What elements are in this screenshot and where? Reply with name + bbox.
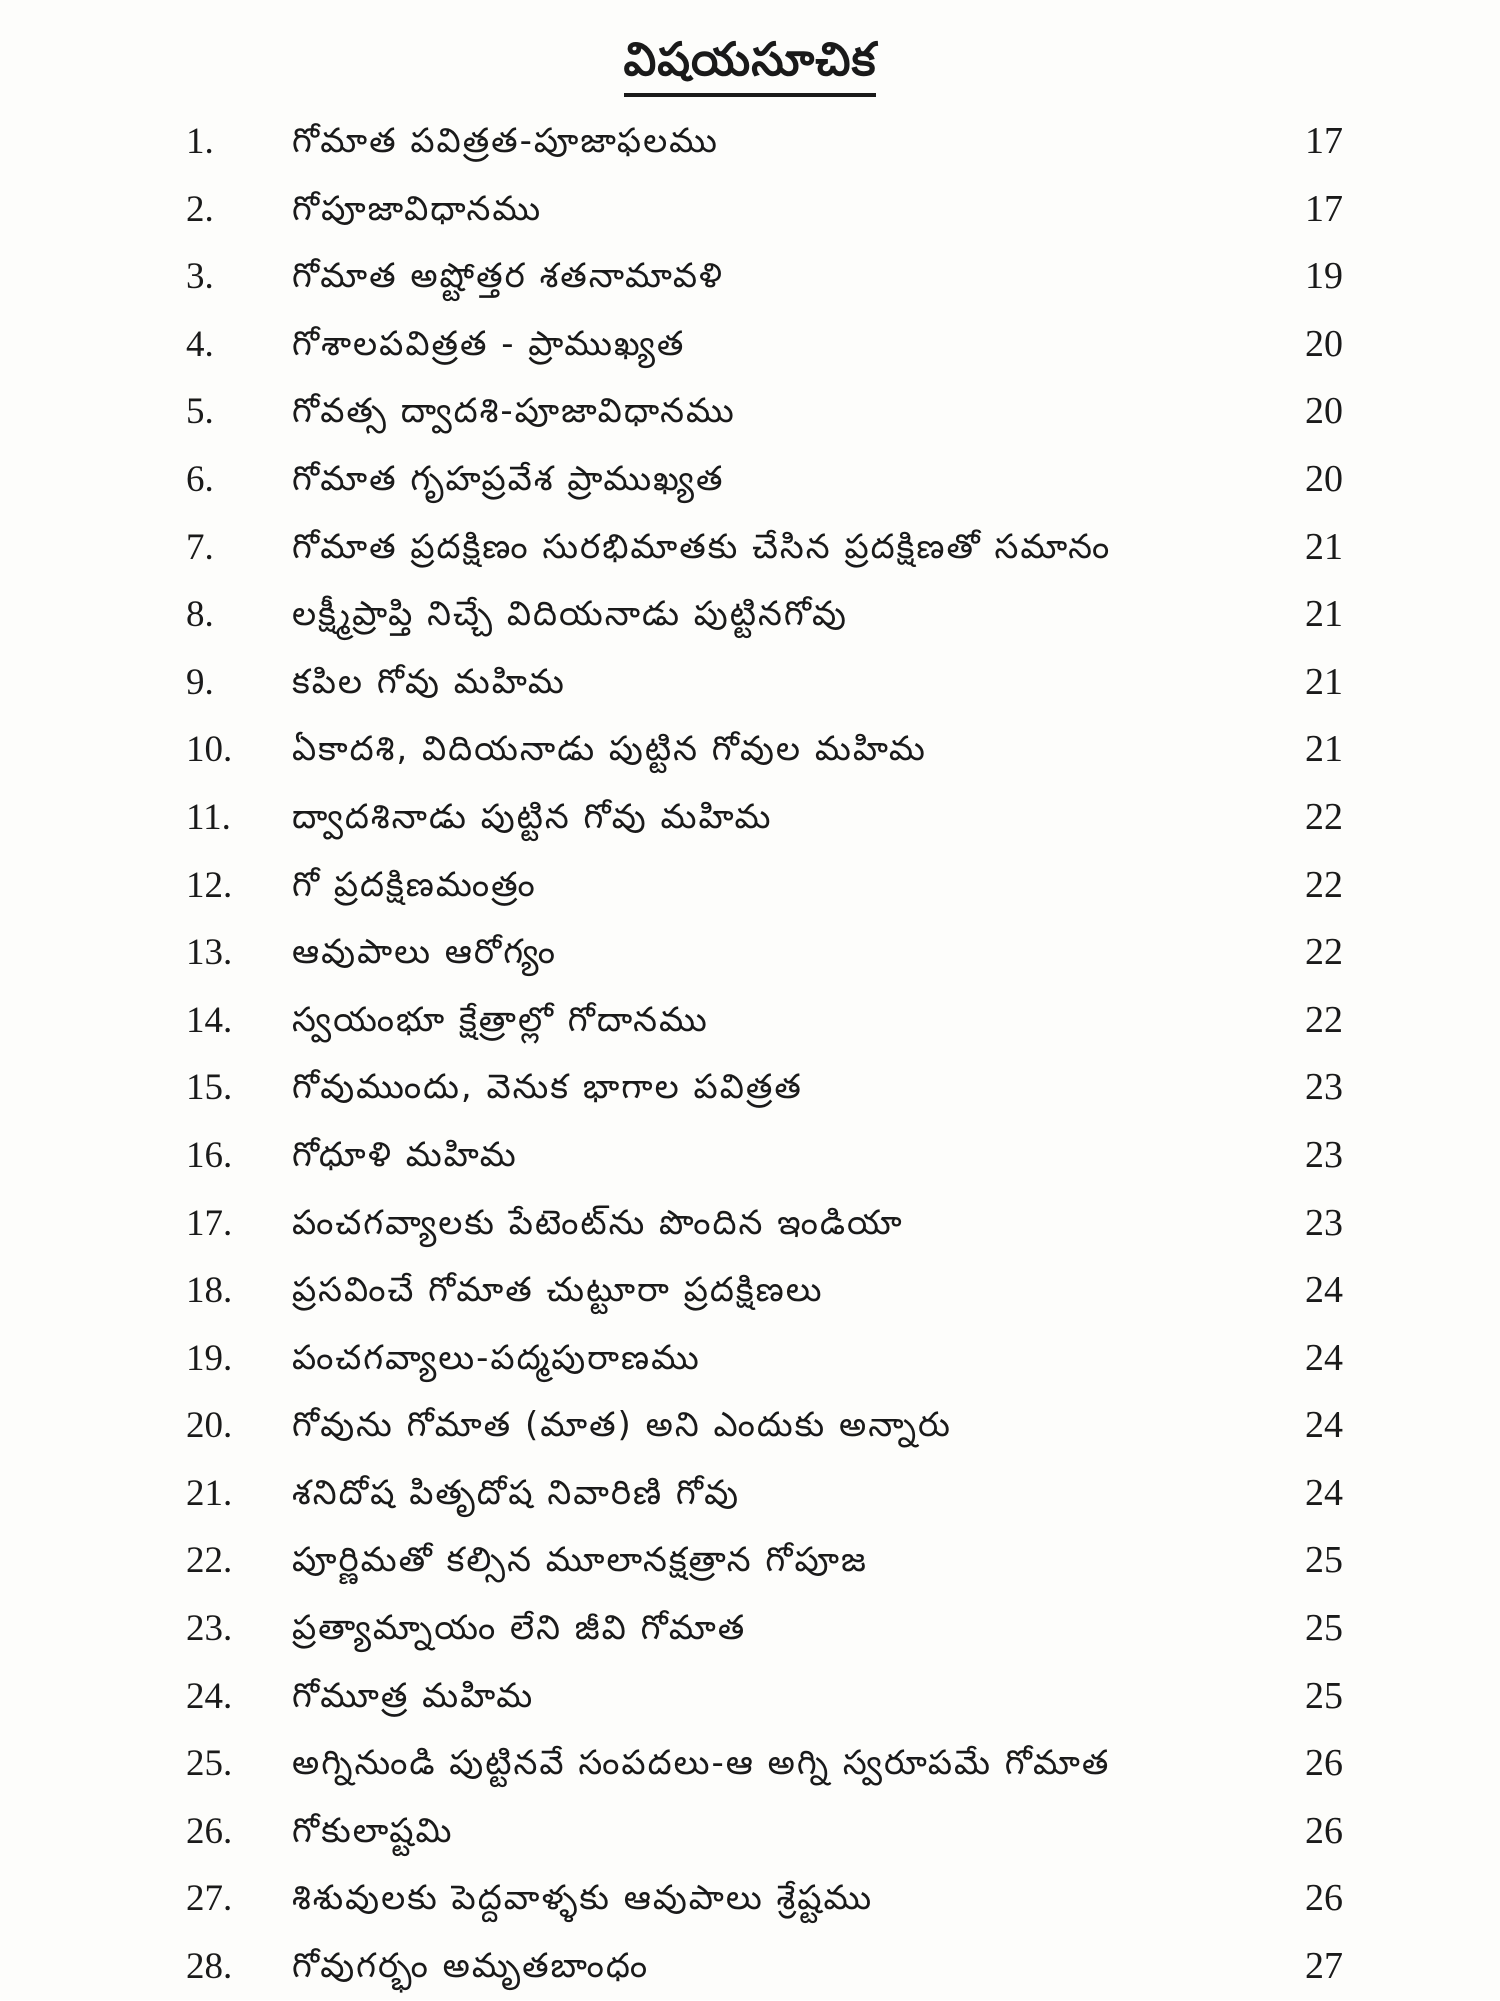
toc-entry — [0, 1527, 1500, 1595]
toc-entry — [0, 784, 1500, 852]
toc-entry-title: ఏకాదశి, విదియనాడు పుట్టిన గోవుల మహిమ — [292, 729, 927, 770]
toc-entry — [0, 1730, 1500, 1798]
toc-entry-number: 19. — [186, 1337, 233, 1379]
toc-entry-number: 24. — [186, 1675, 233, 1717]
toc-entry-page-number: 26 — [1305, 1877, 1343, 1920]
toc-entry-number: 15. — [186, 1067, 233, 1109]
toc-entry-number: 10. — [186, 729, 233, 771]
toc-entry-number: 22. — [186, 1540, 233, 1582]
toc-entry — [0, 987, 1500, 1055]
toc-entry — [0, 1054, 1500, 1122]
toc-entry — [0, 649, 1500, 717]
toc-entry-page-number: 22 — [1305, 863, 1343, 906]
toc-entry-title: లక్ష్మీప్రాప్తి నిచ్చే విదియనాడు పుట్టినగోవు — [292, 594, 848, 635]
toc-entry-title: శిశువులకు పెద్దవాళ్ళకు ఆవుపాలు శ్రేష్టము — [292, 1878, 874, 1919]
toc-entry-title: గో ప్రదక్షిణమంత్రం — [292, 864, 537, 905]
toc-entry-page-number: 25 — [1305, 1607, 1343, 1650]
toc-entry-page-number: 21 — [1305, 728, 1343, 771]
toc-entry-title: గోమాత పవిత్రత-పూజాఫలము — [292, 121, 719, 161]
toc-entry-page-number: 20 — [1305, 390, 1343, 433]
toc-entry-page-number: 24 — [1305, 1471, 1343, 1514]
toc-entry-number: 7. — [186, 526, 214, 568]
toc-entry-page-number: 24 — [1305, 1404, 1343, 1447]
toc-entry-title: గోవత్స ద్వాదశి-పూజావిధానము — [292, 391, 736, 432]
toc-entry — [0, 1933, 1500, 2001]
toc-entry — [0, 581, 1500, 649]
toc-entry-number: 27. — [186, 1878, 233, 1920]
toc-entry-page-number: 22 — [1305, 795, 1343, 838]
toc-entry — [0, 1798, 1500, 1866]
toc-entry — [0, 1865, 1500, 1933]
toc-entry — [0, 1190, 1500, 1258]
page-title: విషయసూచిక — [624, 32, 877, 97]
toc-entry — [0, 108, 1500, 176]
toc-entry-page-number: 22 — [1305, 998, 1343, 1041]
toc-entry-page-number: 23 — [1305, 1066, 1343, 1109]
toc-entry-number: 17. — [186, 1202, 233, 1244]
toc-entry-title: గోకులాష్టమి — [292, 1810, 454, 1851]
toc-entry-title: అగ్నినుండి పుట్టినవే సంపదలు-ఆ అగ్ని స్వరూపమే గోమాత — [292, 1743, 1111, 1784]
toc-entry-page-number: 25 — [1305, 1674, 1343, 1717]
toc-entry-number: 3. — [186, 256, 214, 298]
toc-entry — [0, 919, 1500, 987]
toc-entry-title: పంచగవ్యాలకు పేటెంట్‌ను పొందిన ఇండియా — [292, 1202, 904, 1243]
toc-entry-page-number: 20 — [1305, 322, 1343, 365]
toc-entry-number: 14. — [186, 999, 233, 1041]
toc-entry-number: 8. — [186, 594, 214, 636]
toc-entry-page-number: 21 — [1305, 660, 1343, 703]
toc-entry — [0, 1460, 1500, 1528]
toc-entry-page-number: 27 — [1305, 1945, 1343, 1988]
toc-entry — [0, 716, 1500, 784]
toc-entry-number: 28. — [186, 1946, 233, 1988]
toc-entry — [0, 176, 1500, 244]
toc-entry-page-number: 24 — [1305, 1269, 1343, 1312]
toc-entry-title: ద్వాదశినాడు పుట్టిన గోవు మహిమ — [292, 796, 773, 837]
toc-entry-number: 4. — [186, 323, 214, 365]
toc-entry-page-number: 26 — [1305, 1742, 1343, 1785]
toc-entry-page-number: 22 — [1305, 931, 1343, 974]
toc-entry-page-number: 25 — [1305, 1539, 1343, 1582]
toc-entry — [0, 1257, 1500, 1325]
toc-entry — [0, 1325, 1500, 1393]
toc-entry-page-number: 24 — [1305, 1336, 1343, 1379]
toc-entry — [0, 311, 1500, 379]
toc-entry-title: ప్రసవించే గోమాత చుట్టూరా ప్రదక్షిణలు — [292, 1270, 824, 1311]
toc-entry-number: 23. — [186, 1608, 233, 1650]
toc-entry — [0, 514, 1500, 582]
toc-entry-number: 1. — [186, 121, 214, 162]
toc-entry-number: 20. — [186, 1405, 233, 1447]
toc-entry-number: 5. — [186, 391, 214, 433]
toc-entry-number: 6. — [186, 458, 214, 500]
toc-entry-page-number: 19 — [1305, 255, 1343, 298]
toc-entry-title: స్వయంభూ క్షేత్రాల్లో గోదానము — [292, 999, 709, 1040]
toc-entry-title: గోపూజావిధానము — [292, 188, 543, 229]
toc-entry-page-number: 26 — [1305, 1809, 1343, 1852]
toc-entry-title: గోశాలపవిత్రత - ప్రాముఖ్యత — [292, 323, 686, 364]
toc-entry-number: 12. — [186, 864, 233, 906]
toc-entry-title: ఆవుపాలు ఆరోగ్యం — [292, 932, 557, 973]
toc-entry-page-number: 17 — [1305, 187, 1343, 230]
toc-entry-number: 13. — [186, 932, 233, 974]
toc-entry — [0, 378, 1500, 446]
toc-entry-page-number: 23 — [1305, 1133, 1343, 1176]
toc-entry-number: 18. — [186, 1270, 233, 1312]
toc-entry — [0, 243, 1500, 311]
toc-entry-number: 25. — [186, 1743, 233, 1785]
toc-entry-number: 21. — [186, 1472, 233, 1514]
toc-entry — [0, 1595, 1500, 1663]
toc-entry-title: గోమాత అష్టోత్తర శతనామావళి — [292, 256, 724, 297]
toc-entry-page-number: 20 — [1305, 457, 1343, 500]
toc-entry-number: 26. — [186, 1810, 233, 1852]
toc-entry-page-number: 21 — [1305, 525, 1343, 568]
toc-entry-number: 16. — [186, 1134, 233, 1176]
toc-entry-title: గోవును గోమాత (మాత) అని ఎందుకు అన్నారు — [292, 1405, 952, 1446]
toc-entry-number: 9. — [186, 661, 214, 703]
toc-entry — [0, 1392, 1500, 1460]
toc-entry-title: గోమాత గృహప్రవేశ ప్రాముఖ్యత — [292, 458, 725, 499]
toc-entry-title: గోధూళి మహిమ — [292, 1134, 518, 1175]
toc-entry — [0, 1122, 1500, 1190]
toc-entry-title: ప్రత్యామ్నాయం లేని జీవి గోమాత — [292, 1608, 747, 1649]
toc-entry-number: 2. — [186, 188, 214, 230]
toc-entry-title: పంచగవ్యాలు-పద్మపురాణము — [292, 1337, 701, 1378]
toc-entry-title: గోవుముందు, వెనుక భాగాల పవిత్రత — [292, 1067, 803, 1108]
title-wrapper — [0, 32, 1500, 97]
toc-entry-title: శనిదోష పితృదోష నివారిణి గోవు — [292, 1472, 741, 1513]
toc-entry — [0, 446, 1500, 514]
toc-entry-title: గోమూత్ర మహిమ — [292, 1675, 535, 1716]
toc-entry — [0, 852, 1500, 920]
toc-entry-number: 11. — [186, 796, 231, 838]
toc-entry-page-number: 17 — [1305, 120, 1343, 162]
toc-entry-title: గోవుగర్భం అమృతబాంధం — [292, 1946, 650, 1987]
toc-entry-title: కపిల గోవు మహిమ — [292, 661, 566, 702]
toc-entry-page-number: 21 — [1305, 593, 1343, 636]
toc-entry-page-number: 23 — [1305, 1201, 1343, 1244]
toc-entry-title: గోమాత ప్రదక్షిణం సురభిమాతకు చేసిన ప్రదక్షిణతో సమానం — [292, 526, 1112, 567]
toc-entry — [0, 1663, 1500, 1731]
table-of-contents — [0, 108, 1500, 2001]
toc-entry-title: పూర్ణిమతో కల్సిన మూలానక్షత్రాన గోపూజ — [292, 1540, 868, 1581]
